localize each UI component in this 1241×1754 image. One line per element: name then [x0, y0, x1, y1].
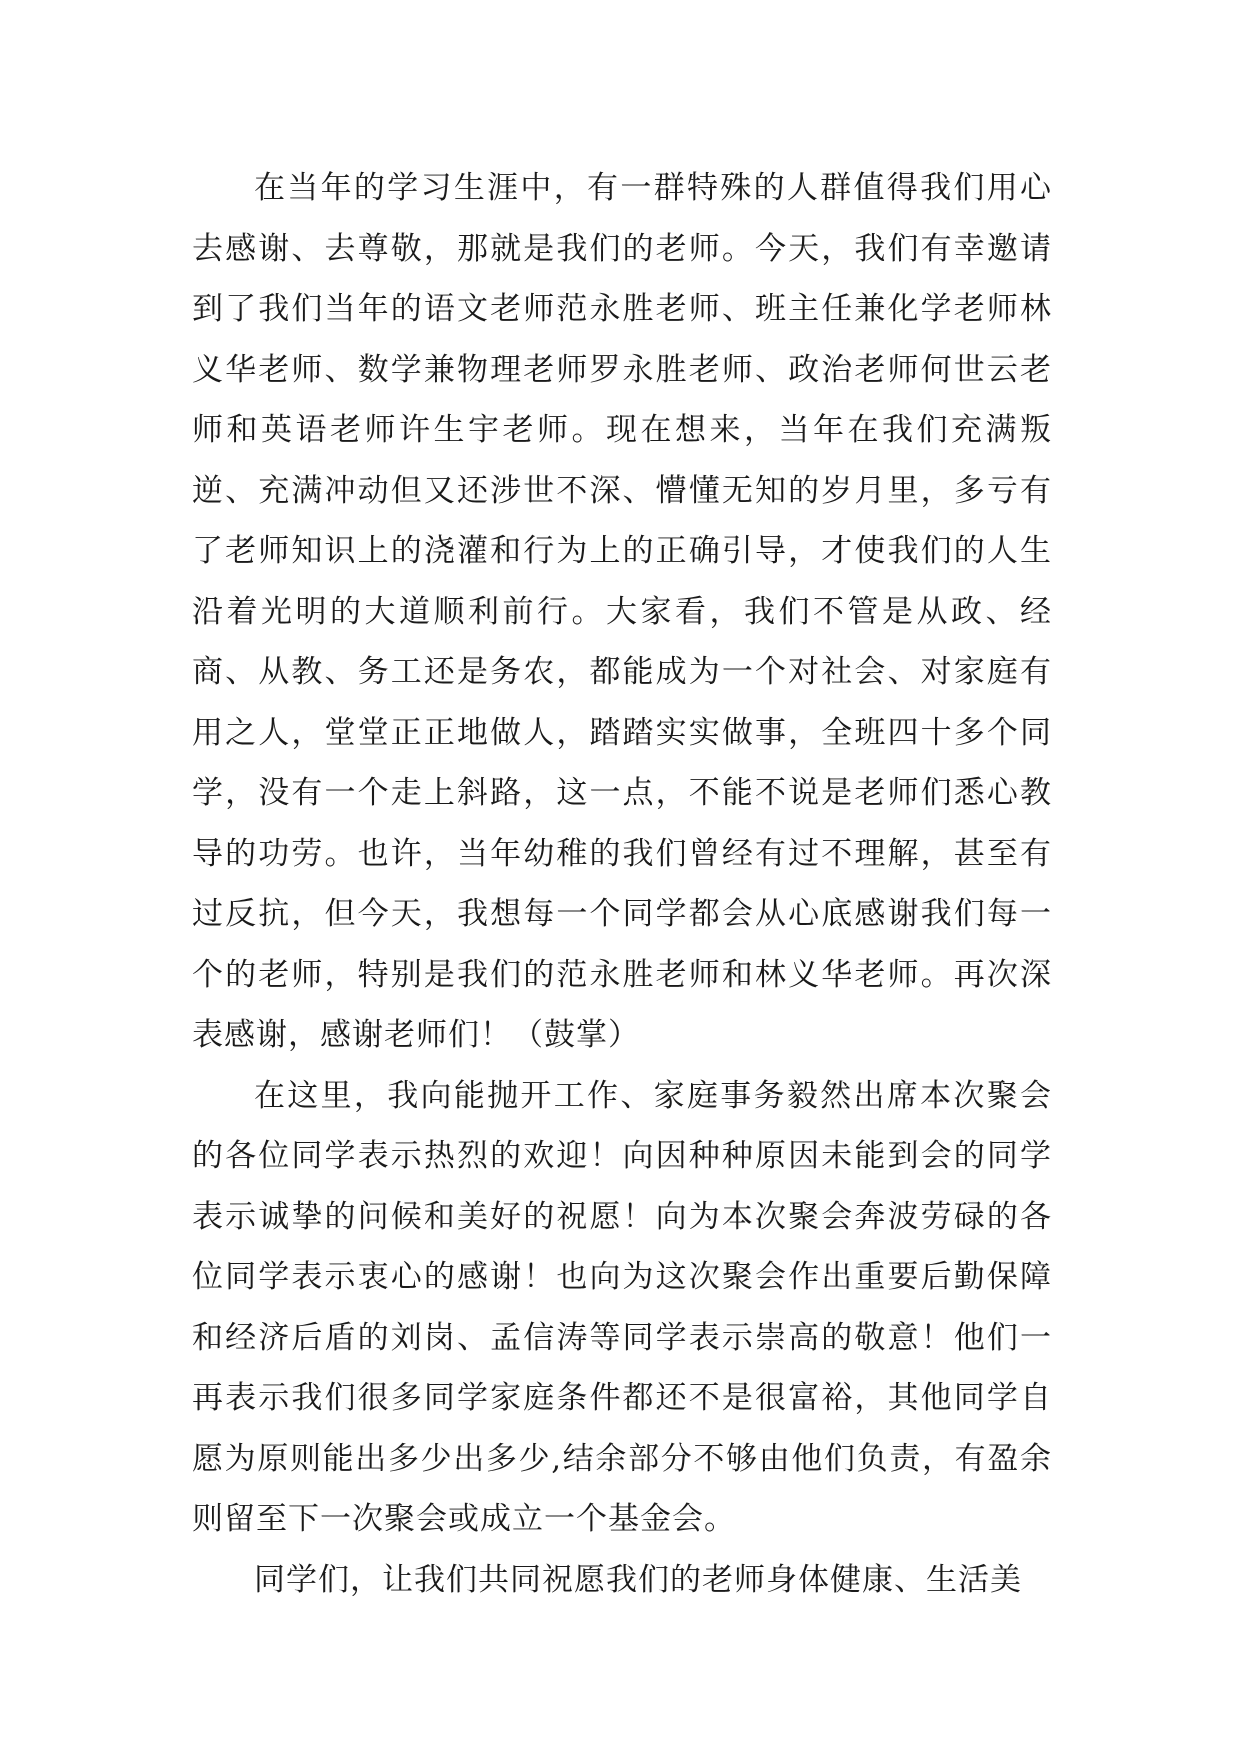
paragraph-welcome-classmates: 在这里，我向能抛开工作、家庭事务毅然出席本次聚会的各位同学表示热烈的欢迎！向因种种原因未能到会的同学表示诚挚的问候和美好的祝愿！向为本次聚会奔波劳碌的各位同学表示衷心的感谢！也向为这次聚会作出重要后勤保障和经济后盾的刘岗、孟信涛等同学表示崇高的敬意！他们一再表示我们很多同学家庭条件都还不是很富裕，其他同学自愿为原则能出多少出多少,结余部分不够由他们负责，有盈余则留至下一次聚会或成立一个基金会。 [192, 1077, 1052, 1537]
document-body [192, 158, 1052, 1610]
paragraph-teachers-thanks: 在当年的学习生涯中，有一群特殊的人群值得我们用心去感谢、去尊敬，那就是我们的老师。今天，我们有幸邀请到了我们当年的语文老师范永胜老师、班主任兼化学老师林义华老师、数学兼物理老师罗永胜老师、政治老师何世云老师和英语老师许生宇老师。现在想来，当年在我们充满叛逆、充满冲动但又还涉世不深、懵懂无知的岁月里，多亏有了老师知识上的浇灌和行为上的正确引导，才使我们的人生沿着光明的大道顺利前行。大家看，我们不管是从政、经商、从教、务工还是务农，都能成为一个对社会、对家庭有用之人，堂堂正正地做人，踏踏实实做事，全班四十多个同学，没有一个走上斜路，这一点，不能不说是老师们悉心教导的功劳。也许，当年幼稚的我们曾经有过不理解，甚至有过反抗，但今天，我想每一个同学都会从心底感谢我们每一个的老师，特别是我们的范永胜老师和林义华老师。再次深表感谢，感谢老师们！（鼓掌） [192, 170, 1052, 1053]
paragraph-blessing: 同学们，让我们共同祝愿我们的老师身体健康、生活美 [254, 1561, 1022, 1598]
